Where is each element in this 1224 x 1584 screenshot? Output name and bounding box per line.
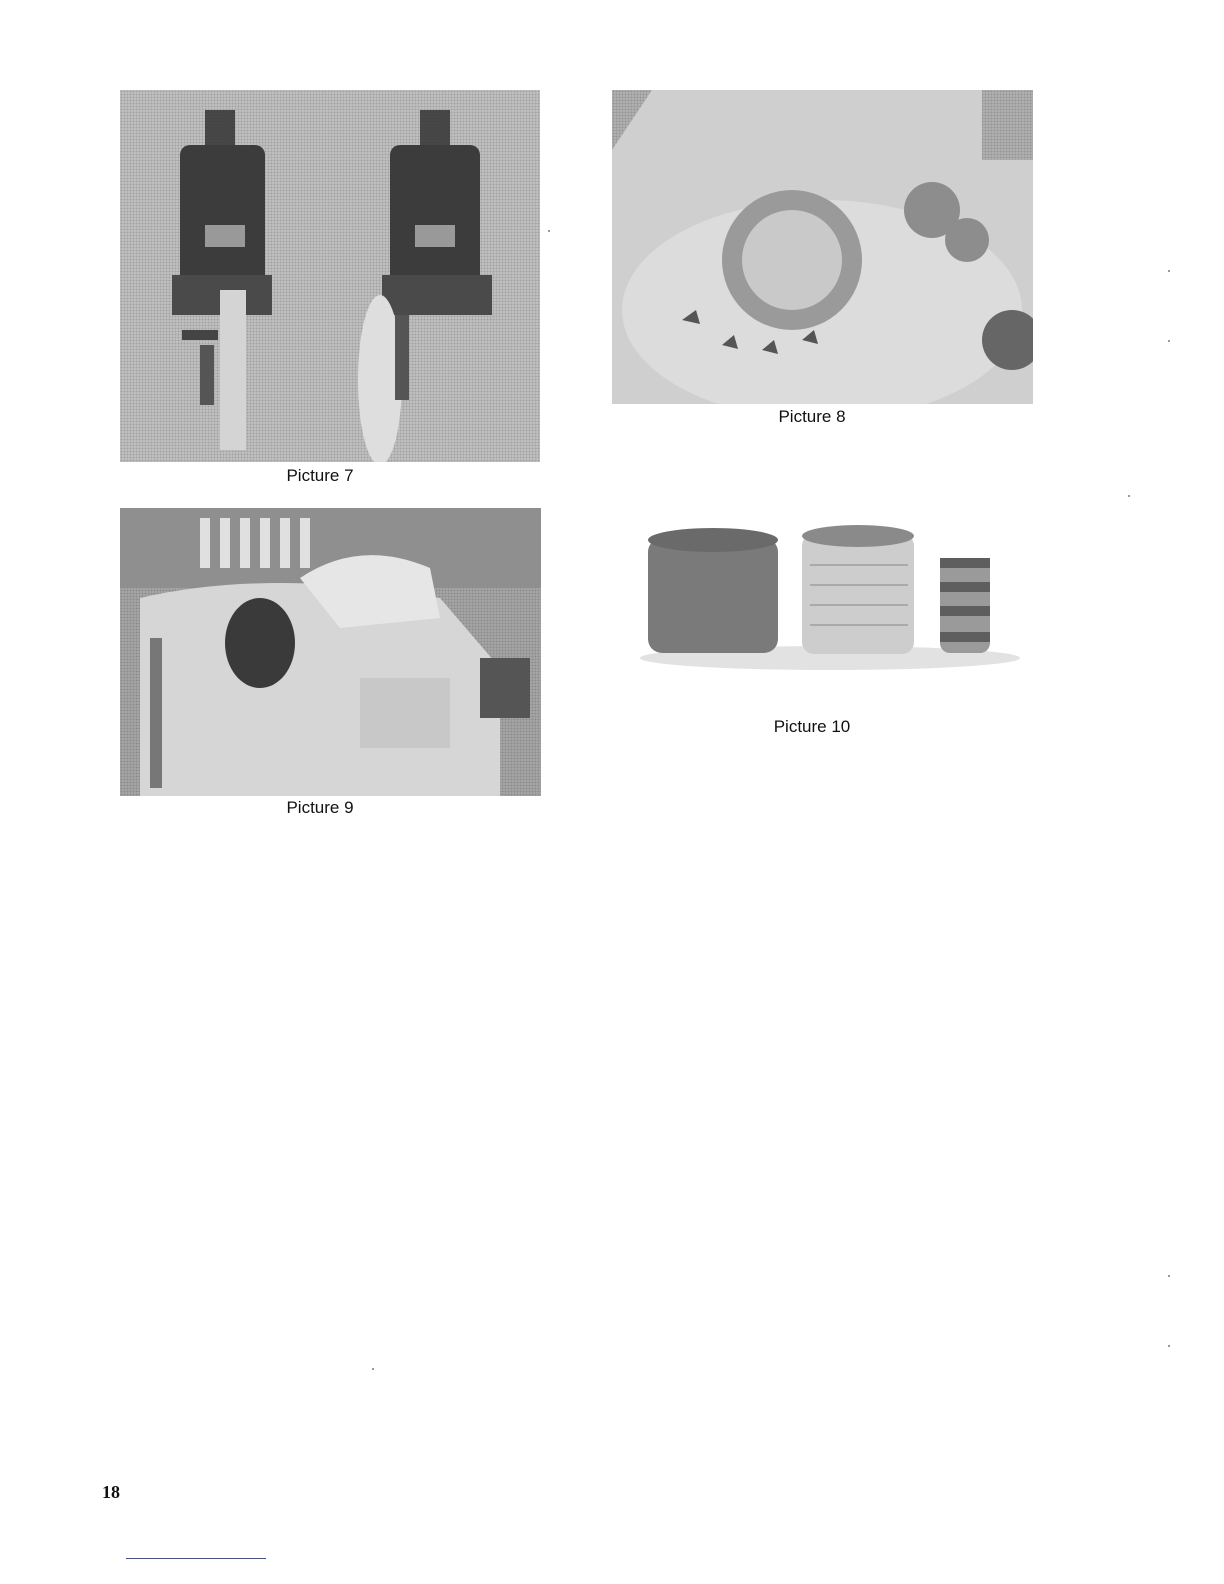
picture-10-caption: Picture 10	[773, 717, 851, 736]
footer-underline	[126, 1558, 266, 1559]
page-number: 18	[102, 1482, 120, 1502]
scan-speck	[372, 1368, 374, 1370]
picture-8-caption: Picture 8	[778, 407, 846, 426]
picture-10-image	[630, 520, 1030, 680]
scan-speck	[1168, 270, 1170, 272]
engine-cover-illustration	[120, 508, 541, 796]
picture-8-image	[612, 90, 1033, 404]
air-filters-illustration	[630, 520, 1030, 680]
scan-speck	[1168, 340, 1170, 342]
picture-9-caption: Picture 9	[286, 798, 354, 817]
picture-9-image	[120, 508, 541, 796]
scan-speck	[1168, 1345, 1170, 1347]
scan-speck	[1128, 495, 1130, 497]
scan-speck	[1168, 1275, 1170, 1277]
picture-7-image	[120, 90, 540, 462]
brake-dial-illustration	[612, 90, 1033, 404]
scan-speck	[548, 230, 550, 232]
picture-7-caption: Picture 7	[286, 466, 354, 485]
chainsaws-illustration	[120, 90, 540, 462]
